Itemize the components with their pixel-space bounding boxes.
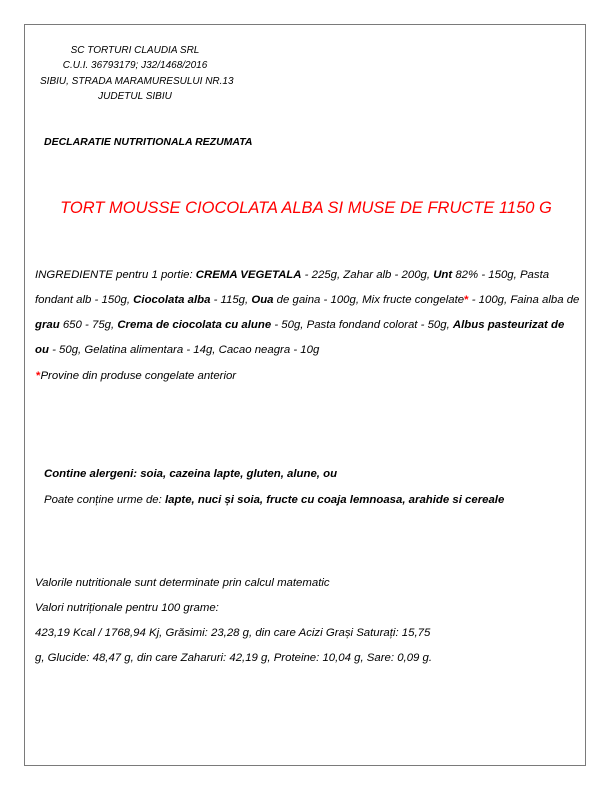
company-county: JUDETUL SIBIU (98, 90, 172, 102)
frozen-asterisk: * (464, 294, 469, 306)
ingredients-text: - 225g, Zahar alb - 200g, (301, 269, 434, 281)
ingredients-paragraph (35, 263, 580, 363)
company-address: SIBIU, STRADA MARAMURESULUI NR.13 (40, 75, 234, 87)
ingredients-intro: INGREDIENTE pentru 1 portie: (35, 269, 196, 281)
ingredients-text: - 115g, (210, 294, 252, 306)
nutrition-per: Valori nutriționale pentru 100 grame: (35, 602, 219, 614)
ingredient-unt: Unt (433, 269, 453, 281)
ingredients-text: 82% - 150g, Pasta fondant alb - 150g, (35, 269, 550, 306)
ingredients-text: de gaina - 100g, Mix fructe congelate (273, 294, 465, 306)
ingredients-text: - 50g, Pasta fondand colorat - 50g, (271, 319, 453, 331)
company-registration: C.U.I. 36793179; J32/1468/2016 (62, 60, 208, 72)
company-name: SC TORTURI CLAUDIA SRL (70, 45, 200, 56)
product-title: TORT MOUSSE CIOCOLATA ALBA SI MUSE DE FRUCTE 1150 G (60, 199, 552, 217)
ingredient-grau: grau (35, 319, 60, 331)
nutrition-section (35, 571, 580, 671)
ingredient-albus: Albus pasteurizat de ou (35, 319, 565, 356)
company-header (40, 43, 234, 104)
ingredient-ciocolata-alba: Ciocolata alba (133, 294, 211, 306)
frozen-footnote (36, 370, 236, 382)
traces-statement (44, 494, 504, 506)
footnote-text: Provine din produse congelate anterior (40, 370, 237, 382)
allergens-statement: Contine alergeni: soia, cazeina lapte, gluten, alune, ou (44, 468, 338, 480)
footnote-asterisk: * (36, 370, 41, 382)
nutrition-values-line2: g, Glucide: 48,47 g, din care Zaharuri: 42,19 g, Proteine: 10,04 g, Sare: 0,09 g. (35, 652, 433, 664)
traces-items: lapte, nuci și soia, fructe cu coaja lemnoasa, arahide si cereale (164, 494, 505, 506)
ingredient-oua: Oua (251, 294, 274, 306)
declaration-title: DECLARATIE NUTRITIONALA REZUMATA (44, 136, 253, 148)
ingredients-text: - 50g, Gelatina alimentara - 14g, Cacao neagra - 10g (48, 344, 320, 356)
ingredients-text: - 100g, Faina alba de (468, 294, 580, 306)
nutrition-values-line1: 423,19 Kcal / 1768,94 Kj, Grăsimi: 23,28 g, din care Acizi Grași Saturați: 15,75 (35, 627, 431, 639)
ingredient-crema-ciocolata: Crema de ciocolata cu alune (117, 319, 272, 331)
nutrition-method: Valorile nutritionale sunt determinate prin calcul matematic (35, 577, 330, 589)
ingredient-crema-vegetala: CREMA VEGETALA (195, 269, 302, 281)
traces-label: Poate conține urme de: (44, 494, 165, 506)
ingredients-text: 650 - 75g, (59, 319, 118, 331)
